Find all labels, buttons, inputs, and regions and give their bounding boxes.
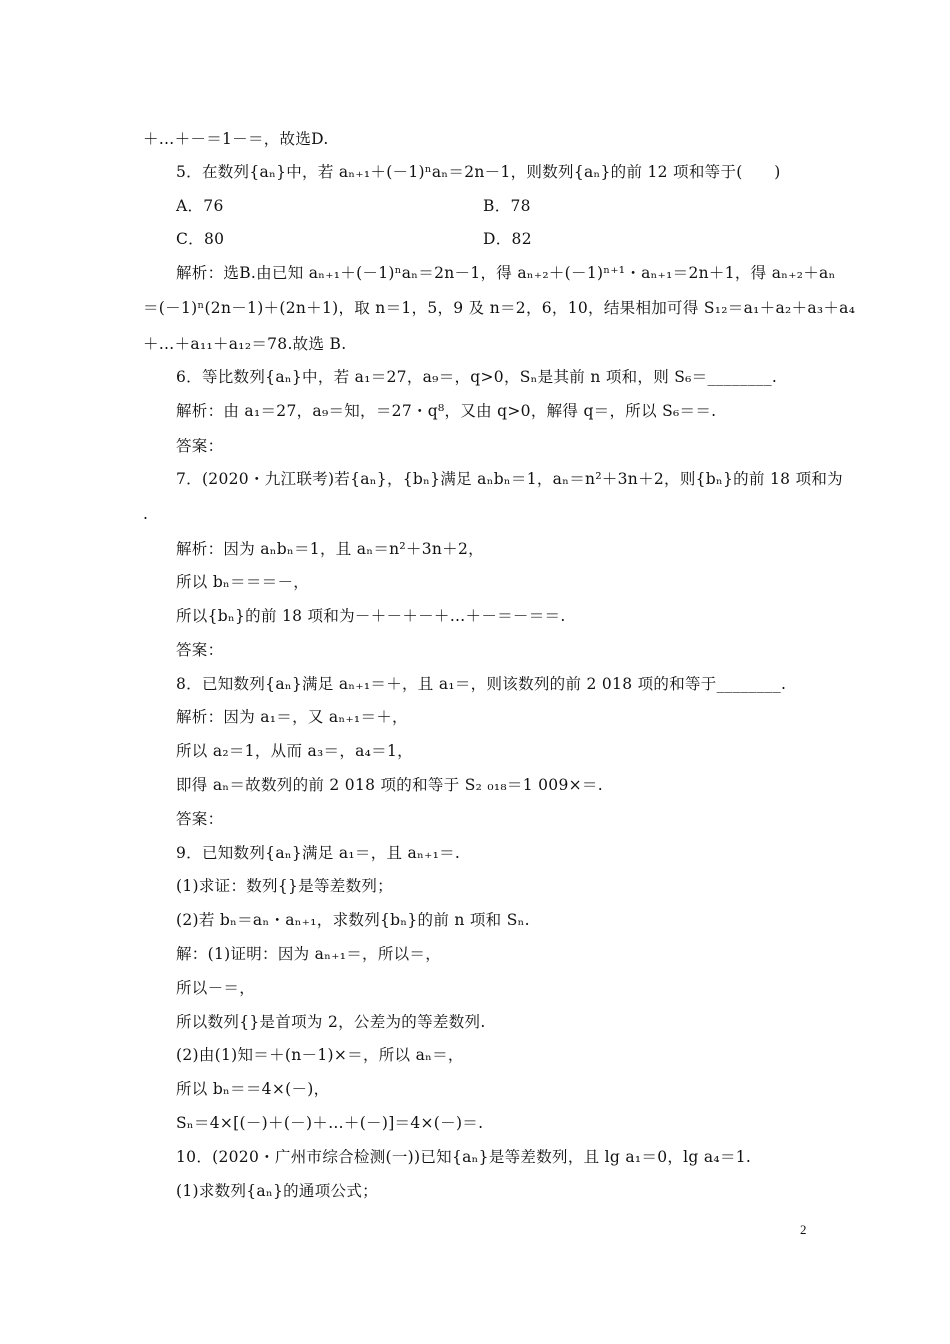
text-line: 解析：选B.由已知 aₙ₊₁＋(－1)ⁿaₙ＝2n－1，得 aₙ₊₂＋(－1)ⁿ⁺¹・aₙ₊₁＝2n＋1，得 aₙ₊₂＋aₙ — [176, 264, 836, 282]
page-number: 2 — [800, 1222, 807, 1237]
answer-label: 答案： — [176, 641, 224, 659]
text-line: ＝(－1)ⁿ(2n－1)＋(2n＋1)，取 n＝1，5，9 及 n＝2，6，10，结果相加可得 S₁₂＝a₁＋a₂＋a₃＋a₄ — [143, 299, 856, 317]
problem-7-stem: 7．(2020・九江联考)若{aₙ}，{bₙ}满足 aₙbₙ＝1，aₙ＝n²＋3n＋2，则{bₙ}的前 18 项和为 — [176, 470, 843, 488]
text-line: Sₙ＝4×[(－)＋(－)＋…＋(－)]＝4×(－)＝. — [176, 1114, 484, 1132]
answer-label: 答案： — [176, 810, 224, 828]
text-line: . — [143, 505, 149, 523]
text-line: 解析：由 a₁＝27，a₉＝知，＝27・q⁸，又由 q>0，解得 q＝，所以 S₆＝＝. — [176, 402, 717, 420]
option-b: B．78 — [483, 197, 531, 215]
text-line: 所以{bₙ}的前 18 项和为－＋－＋－＋…＋－＝－＝＝. — [176, 607, 566, 625]
text-line: 所以 a₂＝1，从而 a₃＝，a₄＝1， — [176, 742, 413, 760]
text-line: (1)求数列{aₙ}的通项公式； — [176, 1182, 378, 1200]
text-line: 所以 bₙ＝＝4×(－)， — [176, 1080, 330, 1098]
problem-10-stem: 10．(2020・广州市综合检测(一))已知{aₙ}是等差数列，且 lg a₁＝0，lg a₄＝1. — [176, 1148, 752, 1166]
problem-9-stem: 9．已知数列{aₙ}满足 a₁＝，且 aₙ₊₁＝. — [176, 844, 461, 862]
problem-6-stem: 6．等比数列{aₙ}中，若 a₁＝27，a₉＝，q>0，Sₙ是其前 n 项和，则 S₆＝________. — [176, 368, 778, 386]
text-line: 即得 aₙ＝故数列的前 2 018 项的和等于 S₂ ₀₁₈＝1 009×＝. — [176, 776, 603, 794]
option-a: A．76 — [176, 197, 224, 215]
problem-5-stem: 5．在数列{aₙ}中，若 aₙ₊₁＋(－1)ⁿaₙ＝2n－1，则数列{aₙ}的前 12 项和等于( ) — [176, 163, 781, 181]
text-line: ＋…＋a₁₁＋a₁₂＝78.故选 B. — [143, 335, 347, 353]
text-line: (1)求证：数列{}是等差数列； — [176, 877, 393, 895]
text-line: ＋…＋－＝1－＝，故选D. — [143, 130, 329, 148]
option-c: C．80 — [176, 230, 225, 248]
option-d: D．82 — [483, 230, 532, 248]
answer-label: 答案： — [176, 437, 224, 455]
text-line: 所以数列{}是首项为 2，公差为的等差数列. — [176, 1013, 486, 1031]
text-line: 解析：因为 aₙbₙ＝1，且 aₙ＝n²＋3n＋2， — [176, 540, 484, 558]
text-line: 解析：因为 a₁＝，又 aₙ₊₁＝＋， — [176, 708, 408, 726]
text-line: 所以－＝， — [176, 979, 256, 997]
text-line: 所以 bₙ＝＝＝－， — [176, 573, 310, 591]
text-line: (2)若 bₙ＝aₙ・aₙ₊₁，求数列{bₙ}的前 n 项和 Sₙ. — [176, 911, 530, 929]
text-line: 解：(1)证明：因为 aₙ₊₁＝，所以＝， — [176, 945, 442, 963]
problem-8-stem: 8．已知数列{aₙ}满足 aₙ₊₁＝＋，且 a₁＝，则该数列的前 2 018 项的和等于________. — [176, 675, 787, 693]
text-line: (2)由(1)知＝＋(n－1)×＝，所以 aₙ＝， — [176, 1046, 464, 1064]
